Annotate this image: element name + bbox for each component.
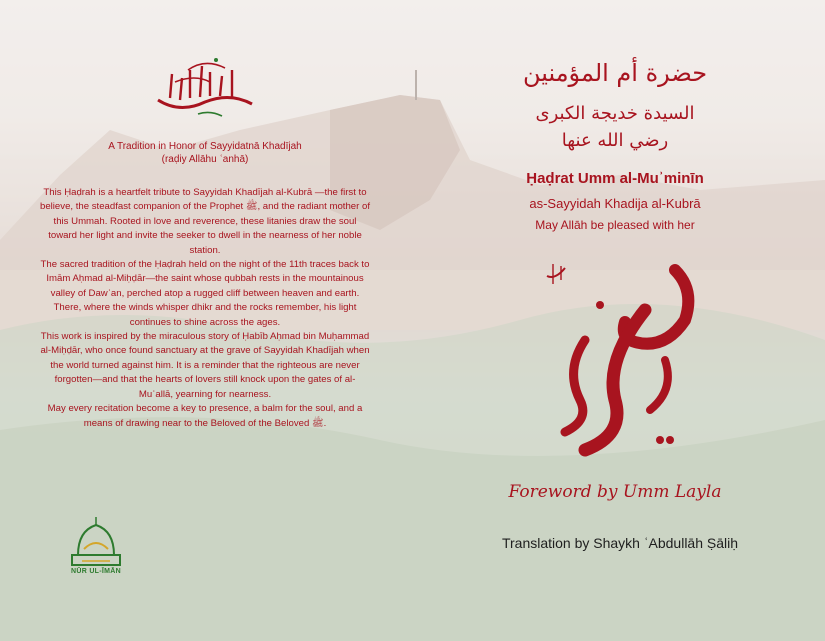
intro-paragraph: The sacred tradition of the Ḥaḍrah held on the night of the 11th traces back to Imām Aḥmad al-Miḥḍār—the saint whose qubbah rests in the mountainous valley of Dawʿan, perched atop a rugged cliff between heaven and earth. There, where the winds whisper dhikr and the rocks remember, his light continues to shine across the ages. (40, 259, 370, 328)
translation-credit: Translation by Shaykh ʿAbdullāh Ṣāliḥ (501, 535, 739, 551)
arabic-title: حضرة أم المؤمنين (522, 59, 708, 87)
tradition-line2: (raḍiy Allāhu ʿanhā) (161, 154, 249, 165)
tradition-line1: A Tradition in Honor of Sayyidatnā Khadījah (108, 141, 302, 152)
basmala-calligraphy (150, 52, 260, 122)
khadijah-calligraphy (525, 250, 715, 465)
arabic-subtitle-1: السيدة خديجة الكبرى (535, 103, 695, 124)
foreword-credit: Foreword by Umm Layla (508, 482, 722, 502)
intro-text (38, 186, 372, 431)
english-subtitle-2: May Allāh be pleased with her (535, 218, 695, 232)
intro-paragraph: This Ḥaḍrah is a heartfelt tribute to Sayyidah Khadījah al-Kubrā —the first to believe, the steadfast companion of the Prophet ﷺ, and the radiant mother of this Ummah. Rooted in love and reverence, these litanies draw the soul toward her light and invite the seeker to dwell in the nearness of her noble station. (40, 187, 370, 256)
logo-label: NŪR UL-ĪMĀN (71, 568, 121, 575)
intro-paragraph: This work is inspired by the miraculous story of Ḥabīb Aḥmad bin Muḥammad al-Miḥḍār, who once found sanctuary at the grave of Sayyidah Khadījah when the world turned against him. It is a reminder that the righteous are never forgotten—and that the hearts of lovers still knock upon the gates of al-Muʿallā, yearning for nearness. (40, 331, 370, 400)
tradition-heading (40, 140, 370, 166)
english-title: Ḥaḍrat Umm al-Muʾminīn (526, 170, 704, 187)
english-subtitle-1: as-Sayyidah Khadija al-Kubrā (529, 196, 701, 211)
arabic-subtitle-2: رضي الله عنها (561, 130, 669, 151)
mosque-dome-icon (66, 515, 126, 575)
intro-paragraph: May every recitation become a key to presence, a balm for the soul, and a means of drawing near to the Beloved of the Beloved ﷺ. (47, 403, 363, 429)
